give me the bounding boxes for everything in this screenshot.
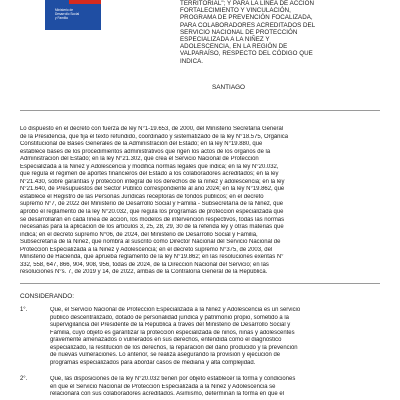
text-line: relacionará con sus colaboradores acreditados. Asimismo, determinan la forma en que el: [50, 391, 284, 398]
text-line: que regula el régimen de aportes financieros del Estado a los colaboradores acreditados; en la ley: [20, 171, 279, 178]
text-line: establece el Registro de las Personas Jurídicas receptoras de fondos públicos; en el decreto: [20, 193, 264, 200]
title-line: SERVICIO NACIONAL DE PROTECCIÓN: [180, 28, 298, 36]
text-line: programas especializados para abordar casos de mediana y alta complejidad.: [50, 359, 256, 366]
text-line: N°21.430, sobre garantías y protección integral de los derechos de la niñez y adolescencia; en la ley: [20, 178, 285, 185]
title-line: ESPECIALIZADA A LA NIÑEZ Y: [180, 36, 270, 44]
text-line: gravemente amenazados o vulnerados en sus derechos, entendida como el diagnóstico: [50, 337, 282, 344]
title-line: INDICA.: [180, 57, 204, 65]
text-line: supremo N°7, de 2022 del Ministerio de Desarrollo Social y Familia - Subsecretaría de la Niñez, que: [20, 201, 284, 208]
logo-text: Ministerio de Desarrollo Social y Familia: [55, 8, 80, 20]
city-label: SANTIAGO: [212, 84, 246, 91]
resolution-title: [180, 0, 348, 65]
text-line: resoluciones N°s. 7, de 2019 y 14, de 2022, ambas de la Contraloría General de la República.: [20, 269, 268, 276]
text-line: Subsecretaría de la Niñez, que nombra al suscrito como Director Nacional del Servicio Nacional de: [20, 239, 281, 246]
considerando-heading: CONSIDERANDO:: [20, 293, 74, 300]
text-line: Que, el Servicio Nacional de Protección Especializada a la Niñez y Adolescencia es un servicio: [50, 307, 301, 313]
title-line: FORTALECIMIENTO Y VINCULACIÓN,: [180, 7, 291, 15]
text-line: en que el Servicio Nacional de Protección Especializada a la Niñez y Adolescencia se: [50, 383, 276, 390]
item-number: 2°.: [20, 376, 28, 382]
vistos-paragraph: [20, 126, 376, 277]
text-line: Ministerio de Hacienda, que aprueba reglamento de la ley N°19.862; en las resoluciones exentas N°: [20, 254, 284, 261]
text-line: Familia, cuyo objeto es garantizar la protección especializada de niños, niñas y adolescentes: [50, 329, 295, 336]
text-line: de la Presidencia, que fija el texto refundido, coordinado y sistematizado de la ley N°18.575, Orgánica: [20, 133, 289, 140]
text-line: se desarrollarán en cada línea de acción, los modelos de intervención respectivos, todas las normas: [20, 216, 285, 223]
item-number: 1°.: [20, 307, 28, 313]
title-line: PROGRAMA DE PREVENCIÓN FOCALIZADA,: [180, 14, 313, 22]
text-line: Administración del Estado; en la ley N°21.302, que crea el Servicio Nacional de Protección: [20, 156, 259, 163]
text-line: N°21.640, de Presupuestos del Sector Público correspondiente al año 2024; en la ley N°19.862, que: [20, 186, 285, 193]
item-body: [50, 376, 376, 399]
divider-middle: [20, 283, 380, 284]
title-line: VALPARAÍSO, RESPECTO DEL CÓDIGO QUE: [180, 50, 313, 58]
text-line: Especializada a la Niñez y Adolescencia y modifica normas legales que indica; en la ley N°20.032,: [20, 163, 279, 170]
title-line: ADOLESCENCIA, EN LA REGIÓN DE: [180, 43, 288, 51]
divider-top: [20, 110, 380, 111]
text-line: Protección Especializada a la Niñez y Adolescencia; en el decreto supremo N°375, de 2003, del: [20, 246, 273, 253]
text-line: Que, las disposiciones de la ley N°20.032 tienen por objeto establecer la forma y condiciones: [50, 376, 296, 382]
ministry-logo: [45, 0, 101, 30]
text-line: de nuevas vulneraciones. Lo anterior, se realiza asegurando la provisión y ejecución de: [50, 352, 281, 359]
text-line: indica; en el decreto supremo N°06, de 2024, del Ministerio de Desarrollo Social y Familia,: [20, 231, 258, 238]
text-line: necesarias para la aplicación de los artículos 3, 25, 28, 29, 30 de la referida ley y otras materias que: [20, 224, 284, 231]
considerando-item: [20, 307, 376, 369]
text-line: 332, 558, 647, 866, 904, 908, 956, todas de 2024, de la Dirección Nacional del Servicio; en las: [20, 261, 269, 268]
text-line: público descentralizado, dotado de personalidad jurídica y patrimonio propio, sometido a la: [50, 314, 289, 321]
text-line: Lo dispuesto en el decreto con fuerza de ley N°1-19.653, de 2000, del Ministerio Secretaría General: [20, 126, 284, 132]
title-line: TERRITORIAL"; Y PARA LA LÍNEA DE ACCIÓN: [180, 0, 315, 7]
text-line: especializado, la restitución de los derechos, la reparación del daño producido y la prevención: [50, 344, 298, 351]
item-body: [50, 307, 376, 367]
text-line: Constitucional de Bases Generales de la Administración del Estado; en la ley N°19.880, que: [20, 141, 263, 148]
text-line: establece bases de los procedimientos administrativos que rigen los actos de los órganos de la: [20, 148, 271, 155]
text-line: aprobó el reglamento de la ley N°20.032, que regula los programas de protección especializada que: [20, 209, 284, 216]
text-line: supervigilancia del Presidente de la República a través del Ministerio de Desarrollo Social y: [50, 322, 291, 329]
title-line: PARA COLABORADORES ACREDITADOS DEL: [180, 21, 316, 29]
considerando-item: [20, 376, 376, 400]
